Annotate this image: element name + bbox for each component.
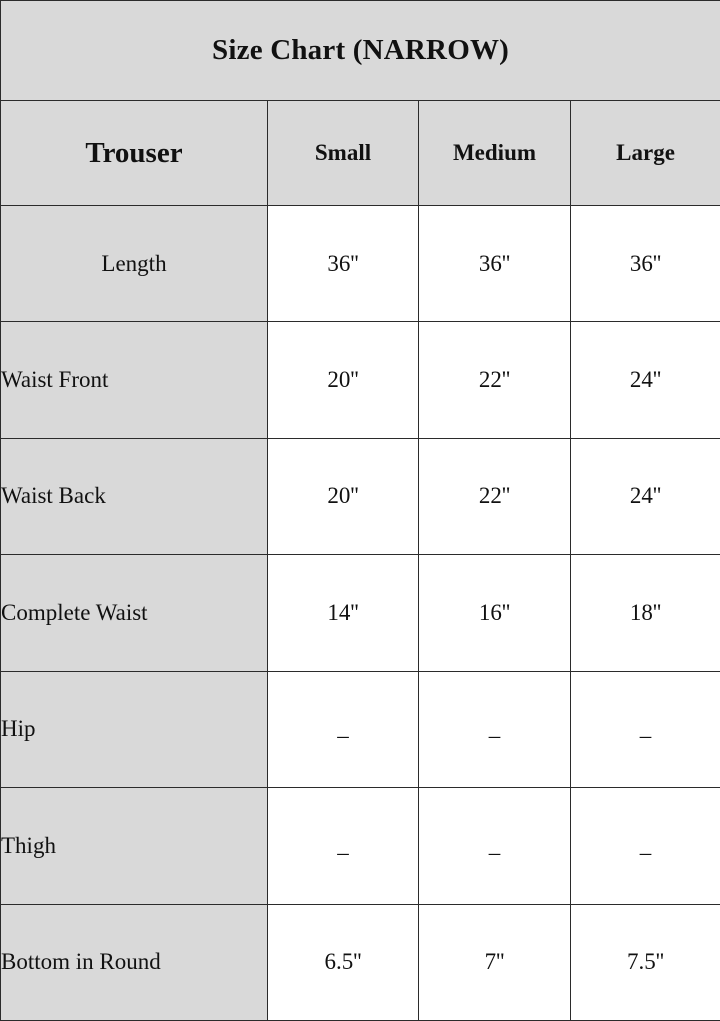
column-header-medium: Medium bbox=[419, 101, 571, 205]
cell-length-small: 36'' bbox=[268, 205, 419, 321]
cell-bottom-in-round-large: 7.5'' bbox=[571, 904, 720, 1020]
cell-bottom-in-round-medium: 7'' bbox=[419, 904, 571, 1020]
table-row bbox=[1, 205, 720, 321]
cell-complete-waist-large: 18'' bbox=[571, 555, 720, 671]
row-label-waist-back: Waist Back bbox=[1, 438, 268, 554]
cell-waist-front-small: 20'' bbox=[268, 322, 419, 438]
row-label-bottom-in-round: Bottom in Round bbox=[1, 904, 268, 1020]
row-label-waist-front: Waist Front bbox=[1, 322, 268, 438]
table-row bbox=[1, 904, 720, 1020]
row-label-thigh: Thigh bbox=[1, 788, 268, 904]
cell-waist-back-medium: 22'' bbox=[419, 438, 571, 554]
column-header-trouser: Trouser bbox=[1, 101, 268, 205]
row-label-length: Length bbox=[1, 205, 268, 321]
table-row bbox=[1, 788, 720, 904]
title-row bbox=[1, 1, 720, 101]
column-header-large: Large bbox=[571, 101, 720, 205]
cell-hip-small: – bbox=[268, 671, 419, 787]
column-header-small: Small bbox=[268, 101, 419, 205]
row-label-hip: Hip bbox=[1, 671, 268, 787]
cell-length-medium: 36'' bbox=[419, 205, 571, 321]
table-row bbox=[1, 671, 720, 787]
cell-waist-front-medium: 22'' bbox=[419, 322, 571, 438]
row-label-complete-waist: Complete Waist bbox=[1, 555, 268, 671]
table-row bbox=[1, 438, 720, 554]
table-row bbox=[1, 555, 720, 671]
cell-bottom-in-round-small: 6.5'' bbox=[268, 904, 419, 1020]
cell-thigh-medium: – bbox=[419, 788, 571, 904]
cell-length-large: 36'' bbox=[571, 205, 720, 321]
cell-waist-front-large: 24'' bbox=[571, 322, 720, 438]
cell-waist-back-small: 20'' bbox=[268, 438, 419, 554]
cell-hip-medium: – bbox=[419, 671, 571, 787]
header-row bbox=[1, 101, 720, 205]
cell-complete-waist-small: 14'' bbox=[268, 555, 419, 671]
chart-title: Size Chart (NARROW) bbox=[1, 1, 720, 101]
cell-hip-large: – bbox=[571, 671, 720, 787]
cell-complete-waist-medium: 16'' bbox=[419, 555, 571, 671]
cell-waist-back-large: 24'' bbox=[571, 438, 720, 554]
cell-thigh-small: – bbox=[268, 788, 419, 904]
table-row bbox=[1, 322, 720, 438]
cell-thigh-large: – bbox=[571, 788, 720, 904]
